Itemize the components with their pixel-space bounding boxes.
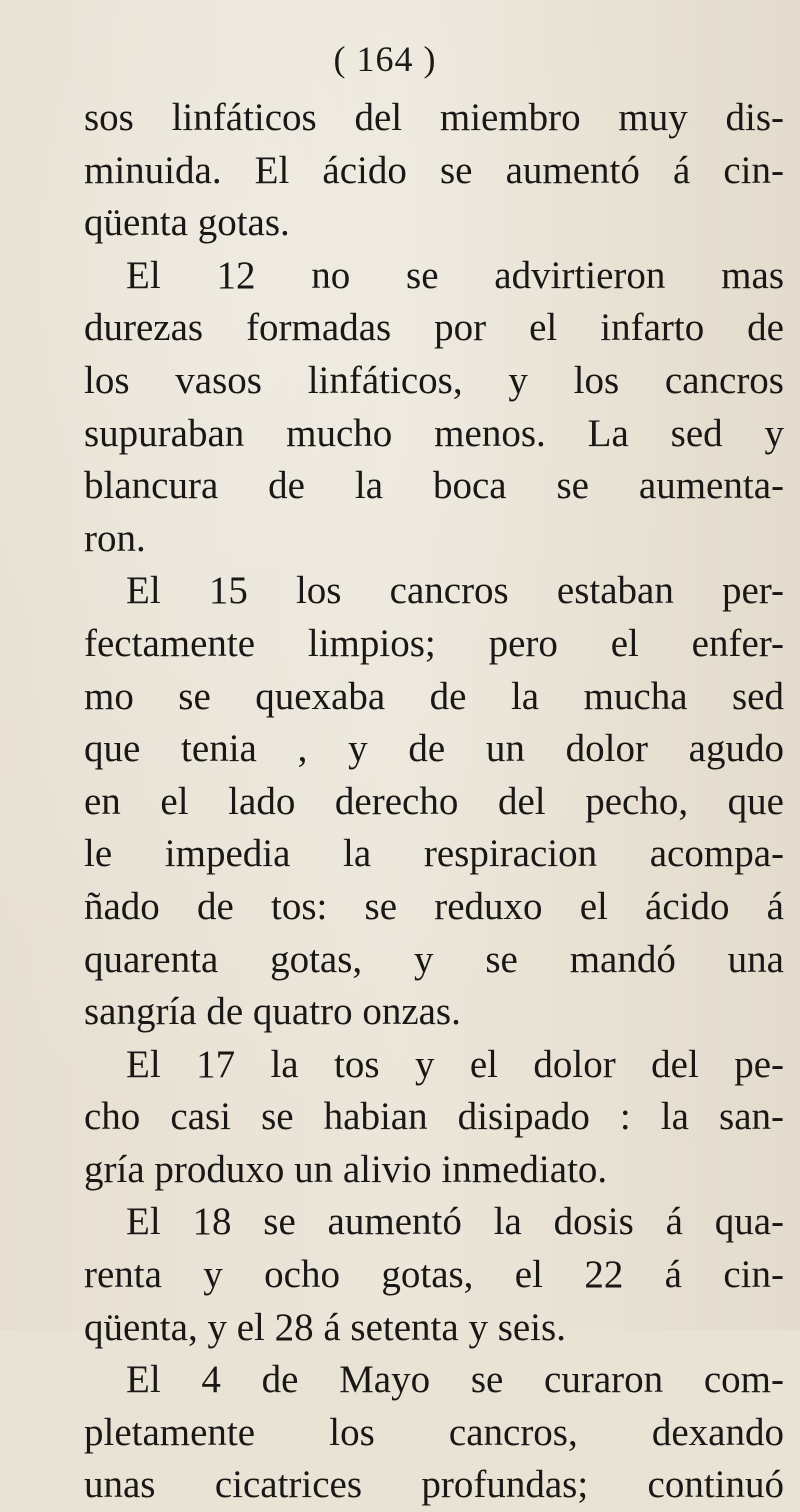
text-line: ron. — [84, 516, 146, 560]
text-line: gría produxo un alivio inmediato. — [84, 1147, 608, 1191]
text-line: le impedia la respiracion acompa- — [84, 832, 784, 876]
text-line: sangría de quatro onzas. — [84, 990, 461, 1034]
text-line: cho casi se habian disipado : la san- — [84, 1095, 784, 1139]
text-line: supuraban mucho menos. La sed y — [84, 411, 784, 455]
page-number: ( 164 ) — [333, 39, 437, 79]
text-line: qüenta gotas. — [84, 201, 290, 245]
text-line: fectamente limpios; pero el enfer- — [84, 621, 784, 665]
text-line: durezas formadas por el infarto de — [84, 306, 784, 350]
text-line: unas cicatrices profundas; continuó — [84, 1463, 784, 1507]
text-line: El 17 la tos y el dolor del pe- — [126, 1042, 784, 1086]
text-line: ñado de tos: se reduxo el ácido á — [84, 884, 784, 928]
text-line: El 12 no se advirtieron mas — [126, 253, 784, 297]
text-line: El 18 se aumentó la dosis á qua- — [126, 1200, 784, 1244]
text-line: pletamente los cancros, dexando — [84, 1410, 784, 1454]
text-line: los vasos linfáticos, y los cancros — [84, 358, 784, 402]
text-line: mo se quexaba de la mucha sed — [84, 674, 784, 718]
text-line: sos linfáticos del miembro muy dis- — [84, 96, 784, 139]
text-line: El 4 de Mayo se curaron com- — [126, 1358, 784, 1402]
text-line: El 15 los cancros estaban per- — [126, 569, 784, 613]
text-line: en el lado derecho del pecho, que — [84, 779, 784, 823]
body-text — [84, 92, 784, 1512]
text-line: blancura de la boca se aumenta- — [84, 464, 784, 508]
text-line: minuida. El ácido se aumentó á cin- — [84, 148, 784, 192]
text-line: quarenta gotas, y se mandó una — [84, 937, 784, 981]
text-line: que tenia , y de un dolor agudo — [84, 727, 784, 771]
text-line: qüenta, y el 28 á setenta y seis. — [84, 1305, 566, 1349]
text-line: renta y ocho gotas, el 22 á cin- — [84, 1253, 784, 1297]
